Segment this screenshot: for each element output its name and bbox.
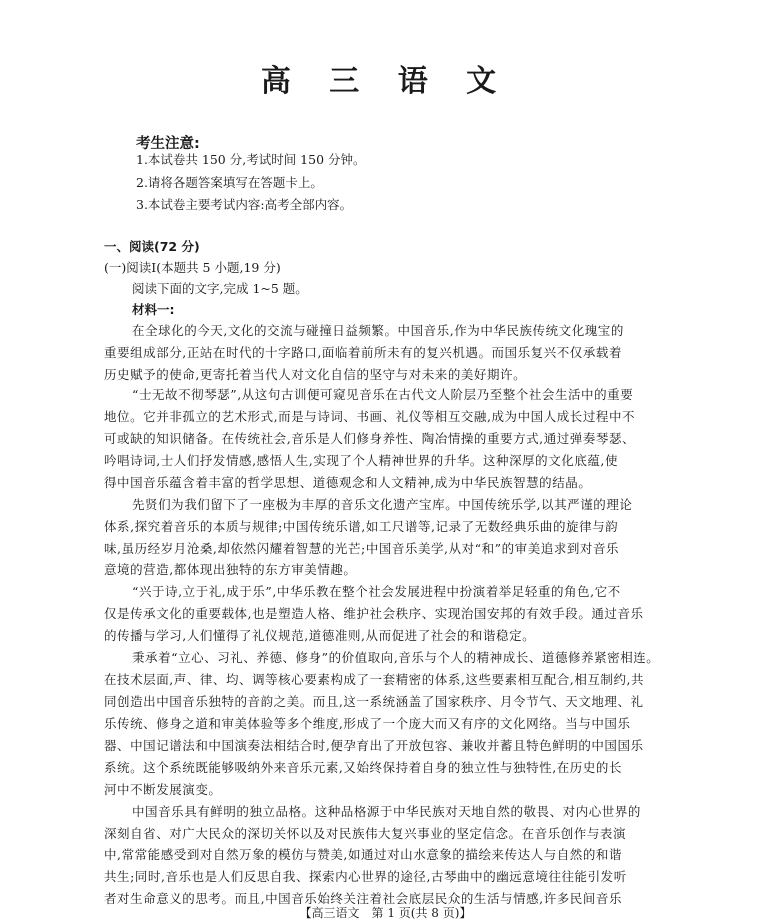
body-line: 同创造出中国音乐独特的音韵之美。而且,这一系统涵盖了国家秩序、月令节气、天文地理、礼 [104, 694, 644, 709]
body-line: 者对生命意义的思考。而且,中国音乐始终关注着社会底层民众的生活与情感,许多民间音乐 [104, 891, 622, 906]
body-line: 体系,探究着音乐的本质与规律;中国传统乐谱,如工尺谱等,记录了无数经典乐曲的旋律与韵 [104, 519, 619, 534]
body-line: 味,虽历经岁月沧桑,却依然闪耀着智慧的光芒;中国音乐美学,从对“和”的审美追求到对音乐 [104, 541, 620, 556]
body-line: 吟唱诗词,士人们抒发情感,感悟人生,实现了个人精神世界的升华。这种深厚的文化底蕴,使 [104, 453, 618, 468]
body-line: 得中国音乐蕴含着丰富的哲学思想、道德观念和人文精神,成为中华民族智慧的结晶。 [104, 475, 592, 490]
body-line: 河中不断发展演变。 [104, 782, 222, 797]
page-title: 高 三 语 文 [260, 64, 511, 99]
body-line: 系统。这个系统既能够吸纳外来音乐元素,又始终保持着自身的独立性与独特性,在历史的长 [104, 760, 622, 775]
body-line: 中国音乐具有鲜明的独立品格。这种品格源于中华民族对天地自然的敬畏、对内心世界的 [132, 804, 641, 819]
section-heading: 一、阅读(72 分) [104, 239, 200, 254]
notice-heading: 考生注意: [136, 136, 200, 152]
material-label: 材料一: [132, 302, 175, 317]
body-line: 重要组成部分,正站在时代的十字路口,面临着前所未有的复兴机遇。而国乐复兴不仅承载着 [104, 345, 622, 360]
notice-item-1: 1.本试卷共 150 分,考试时间 150 分钟。 [136, 152, 366, 167]
body-line: 在技术层面,声、律、均、调等核心要素构成了一套精密的体系,这些要素相互配合,相互制约,共 [104, 672, 645, 687]
body-line: 先贤们为我们留下了一座极为丰厚的音乐文化遗产宝库。中国传统乐学,以其严谨的理论 [132, 497, 633, 512]
body-line: 深刻自省、对广大民众的深切关怀以及对民族伟大复兴事业的坚定信念。在音乐创作与表演 [104, 826, 627, 841]
page-footer: 【高三语文 第 1 页(共 8 页)】 [299, 906, 472, 920]
body-line: 意境的营造,都体现出独特的东方审美情趣。 [104, 562, 357, 577]
body-line: 的传播与学习,人们懂得了礼仪规范,道德准则,从而促进了社会的和谐稳定。 [104, 628, 536, 643]
body-line: 可或缺的知识储备。在传统社会,音乐是人们修身养性、陶冶情操的重要方式,通过弹奏琴瑟、 [104, 431, 636, 446]
body-line: 在全球化的今天,文化的交流与碰撞日益频繁。中国音乐,作为中华民族传统文化瑰宝的 [132, 323, 624, 338]
body-line: 秉承着“立心、习礼、养德、修身”的价值取向,音乐与个人的精神成长、道德修养紧密相连。 [132, 650, 660, 665]
instruction-text: 阅读下面的文字,完成 1~5 题。 [132, 281, 308, 296]
body-line: 器、中国记谱法和中国演奏法相结合时,便孕育出了开放包容、兼收并蓄且特色鲜明的中国国乐 [104, 738, 644, 753]
notice-item-2: 2.请将各题答案填写在答题卡上。 [136, 175, 323, 190]
body-line: 历史赋予的使命,更寄托着当代人对文化自信的坚守与对未来的美好期许。 [104, 367, 527, 382]
subsection-heading: (一)阅读Ⅰ(本题共 5 小题,19 分) [104, 260, 281, 275]
notice-item-3: 3.本试卷主要考试内容:高考全部内容。 [136, 197, 353, 212]
body-line: 乐传统、修身之道和审美体验等多个维度,形成了一个庞大而又有序的文化网络。当与中国乐 [104, 716, 631, 731]
body-line: 共生;同时,音乐也是人们反思自我、探索内心世界的途径,古琴曲中的幽远意境往往能引发听 [104, 869, 627, 884]
body-line: “兴于诗,立于礼,成于乐”,中华乐教在整个社会发展进程中扮演着举足轻重的角色,它不 [132, 584, 621, 599]
body-line: 中,常常能感受到对自然万象的模仿与赞美,如通过对山水意象的描绘来传达人与自然的和谐 [104, 847, 622, 862]
body-line: “士无故不彻琴瑟”,从这句古训便可窥见音乐在古代文人阶层乃至整个社会生活中的重要 [132, 387, 634, 402]
body-line: 地位。它并非孤立的艺术形式,而是与诗词、书画、礼仪等相互交融,成为中国人成长过程中不 [104, 409, 636, 424]
body-line: 仅是传承文化的重要载体,也是塑造人格、维护社会秩序、实现治国安邦的有效手段。通过音乐 [104, 606, 644, 621]
